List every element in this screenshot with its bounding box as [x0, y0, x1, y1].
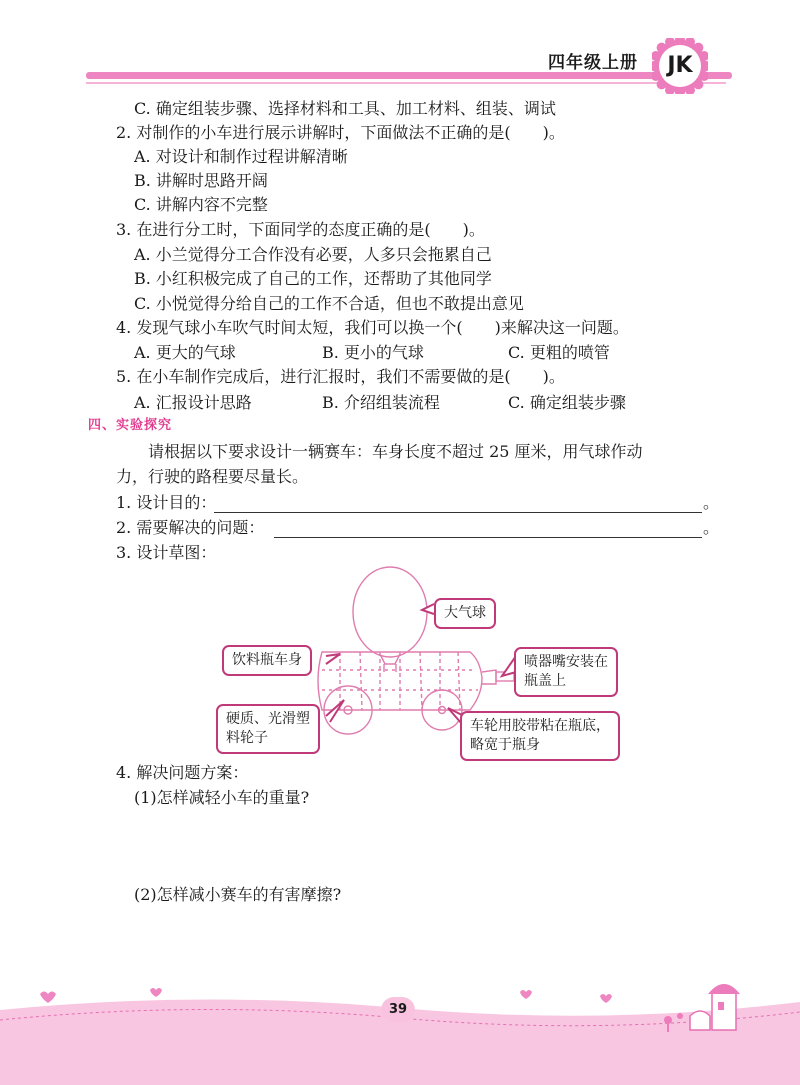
q5-option-c: C. 确定组装步骤 [508, 393, 626, 412]
page-number: 39 [381, 997, 415, 1023]
label-tape-line1: 车轮用胶带粘在瓶底， [470, 718, 610, 734]
item-2-label: 2. 需要解决的问题： [116, 518, 265, 537]
q3-option-b: B. 小红积极完成了自己的工作，还帮助了其他同学 [134, 269, 492, 288]
item-2-period: 。 [703, 518, 720, 537]
label-wheels-line2: 料轮子 [226, 730, 268, 746]
intro-line-1: 请根据以下要求设计一辆赛车：车身长度不超过 25 厘米，用气球作动 [148, 442, 643, 461]
question-3: 3. 在进行分工时，下面同学的态度正确的是( )。 [116, 220, 485, 239]
sub-question-1: (1)怎样减轻小车的重量? [134, 788, 310, 807]
label-bottle-body: 饮料瓶车身 [222, 645, 312, 676]
label-nozzle [514, 647, 618, 697]
jk-badge [652, 38, 708, 94]
question-5: 5. 在小车制作完成后，进行汇报时，我们不需要做的是( )。 [116, 367, 565, 386]
answer-line-1 [214, 512, 702, 513]
q4-option-a: A. 更大的气球 [134, 343, 236, 362]
sub-question-2: (2)怎样减小赛车的有害摩擦? [134, 885, 342, 904]
q2-option-b: B. 讲解时思路开阔 [134, 171, 268, 190]
q2-option-a: A. 对设计和制作过程讲解清晰 [134, 147, 348, 166]
label-wheels [216, 704, 320, 754]
question-4: 4. 发现气球小车吹气时间太短，我们可以换一个( )来解决这一问题。 [116, 318, 629, 337]
q5-option-a: A. 汇报设计思路 [134, 393, 252, 412]
q5-option-b: B. 介绍组装流程 [322, 393, 440, 412]
header-bar-thin [86, 82, 726, 84]
item-4-label: 4. 解决问题方案： [116, 763, 249, 782]
badge-text: JK [667, 53, 693, 78]
item-3-label: 3. 设计草图： [116, 543, 217, 562]
q3-option-c: C. 小悦觉得分给自己的工作不合适，但也不敢提出意见 [134, 294, 524, 313]
label-nozzle-line1: 喷器嘴安装在 [524, 654, 608, 670]
answer-line-2 [274, 537, 702, 538]
footer-decoration [0, 980, 800, 1085]
label-tape [460, 711, 620, 761]
q4-option-c: C. 更粗的喷管 [508, 343, 610, 362]
question-2: 2. 对制作的小车进行展示讲解时，下面做法不正确的是( )。 [116, 123, 565, 142]
header-bar [86, 72, 732, 79]
q4-option-b: B. 更小的气球 [322, 343, 424, 362]
item-1-label: 1. 设计目的： [116, 493, 217, 512]
q1-option-c: C. 确定组装步骤、选择材料和工具、加工材料、组装、调试 [134, 99, 556, 118]
label-tape-line2: 略宽于瓶身 [470, 737, 540, 753]
intro-line-2: 力，行驶的路程要尽量长。 [116, 467, 309, 486]
grade-label: 四年级上册 [548, 53, 638, 73]
item-1-period: 。 [703, 493, 720, 512]
label-wheels-line1: 硬质、光滑塑 [226, 711, 310, 727]
q3-option-a: A. 小兰觉得分工合作没有必要，人多只会拖累自己 [134, 245, 492, 264]
section-title: 四、实验探究 [88, 418, 173, 433]
label-balloon: 大气球 [434, 598, 496, 629]
q2-option-c: C. 讲解内容不完整 [134, 195, 268, 214]
lighthouse-icon [690, 984, 740, 1030]
label-nozzle-line2: 瓶盖上 [524, 673, 566, 689]
heart-icon [40, 988, 612, 1003]
